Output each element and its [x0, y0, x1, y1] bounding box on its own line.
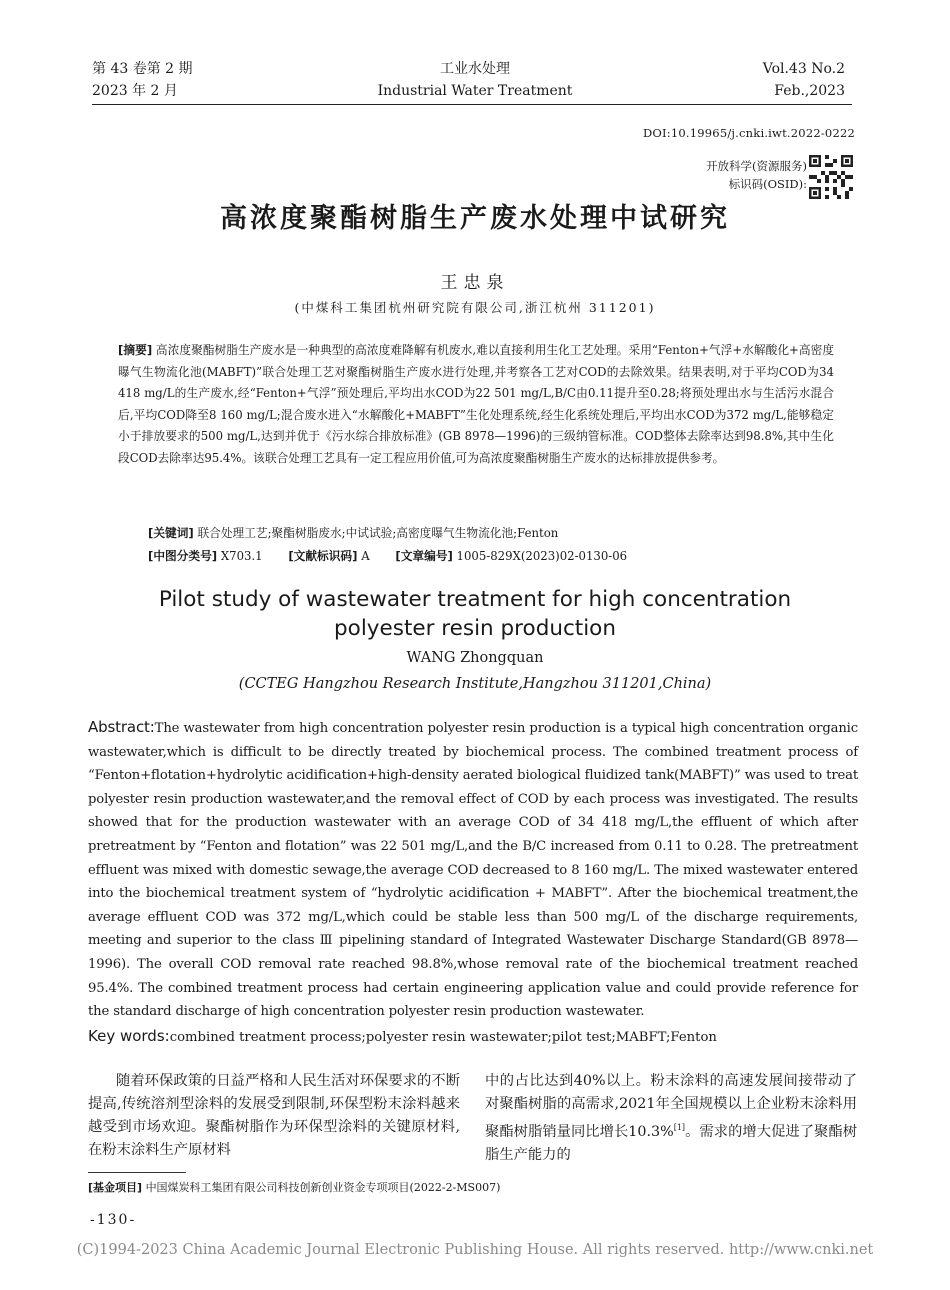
- clc-label: [中图分类号]: [148, 549, 218, 563]
- journal-name-cn: 工业水处理: [440, 61, 510, 77]
- header-vol: Vol.43 No.2: [762, 61, 845, 77]
- citation-ref[interactable]: [1]: [673, 1123, 686, 1132]
- copyright-notice: (C)1994-2023 China Academic Journal Electronic Publishing House. All rights reserved. http://www.cnki.net: [76, 1242, 874, 1258]
- osid-label: [706, 157, 807, 193]
- qr-code-icon[interactable]: [809, 155, 853, 199]
- abstract-en-label: Abstract:: [88, 718, 155, 736]
- classification-row: [148, 546, 627, 566]
- abstract-cn-text: 高浓度聚酯树脂生产废水是一种典型的高浓度难降解有机废水,难以直接利用生化工艺处理。采用“Fenton+气浮+水解酸化+高密度曝气生物流化池(MABFT)”联合处理工艺对聚酯树脂生产废水进行处理,并考察各工艺对COD的去除效果。结果表明,对于平均COD为34 418 mg/L的生产废水,经“Fenton+气浮”预处理后,平均出水COD为22 501 mg/L,B/C由0.11提升至0.28;将预处理出水与生活污水混合后,平均COD降至8 160 mg/L;混合废水进入“水解酸化+MABFT”生化处理系统,经生化系统处理后,平均出水COD为372 mg/L,能够稳定小于排放要求的500 mg/L,达到并优于《污水综合排放标准》(GB 8978—1996)的三级纳管标准。COD整体去除率达到98.8%,其中生化段COD去除率达95.4%。该联合处理工艺具有一定工程应用价值,可为高浓度聚酯树脂生产废水的达标排放提供参考。: [118, 343, 835, 465]
- body-right-text: 中的占比达到40%以上。粉末涂料的高速发展间接带动了对聚酯树脂的高需求,2021年全国规模以上企业粉末涂料用聚酯树脂销量同比增长10.3%: [485, 1073, 857, 1140]
- affiliation-en: (CCTEG Hangzhou Research Institute,Hangzhou 311201,China): [238, 676, 712, 692]
- article-no-value: 1005-829X(2023)02-0130-06: [456, 549, 628, 563]
- page-number: -130-: [90, 1212, 137, 1228]
- footnote-funding: [88, 1179, 500, 1195]
- abstract-cn: [118, 340, 834, 469]
- author-cn: 王忠泉: [440, 273, 510, 293]
- title-en-line1: Pilot study of wastewater treatment for high concentration: [158, 587, 792, 612]
- article-title-en: [0, 585, 950, 643]
- doc-code-value: A: [361, 549, 370, 563]
- header-date-cn: 2023 年 2 月: [92, 83, 178, 99]
- header-rule: [92, 104, 852, 105]
- osid-line1: 开放科学(资源服务): [706, 159, 807, 173]
- footnote-label: [基金项目]: [88, 1181, 143, 1194]
- osid-line2: 标识码(OSID):: [728, 177, 807, 191]
- affiliation-cn: (中煤科工集团杭州研究院有限公司,浙江杭州 311201): [294, 300, 656, 315]
- journal-name-en: Industrial Water Treatment: [377, 83, 573, 99]
- keywords-cn-text: 联合处理工艺;聚酯树脂废水;中试试验;高密度曝气生物流化池;Fenton: [197, 526, 559, 540]
- abstract-en: [88, 716, 858, 1024]
- keywords-en-label: Key words:: [88, 1027, 170, 1045]
- article-title-cn: 高浓度聚酯树脂生产废水处理中试研究: [220, 203, 730, 234]
- article-no-label: [文章编号]: [395, 549, 453, 563]
- keywords-en: [88, 1027, 858, 1045]
- abstract-en-text: The wastewater from high concentration polyester resin production is a typical high concentration organic wastewater,which is difficult to be directly treated by biochemical process. The combined treatment process of “Fenton+flotation+hydrolytic acidification+high-density aerated biological fluidized tank(MABFT)” was used to treat polyester resin production wastewater,and the removal effect of COD by each process was investigated. The results showed that for the production wastewater with an average COD of 34 418 mg/L,the effluent of which after pretreatment by “Fenton and flotation” was 22 501 mg/L,and the B/C increased from 0.11 to 0.28. The pretreatment effluent was mixed with domestic sewage,the average COD decreased to 8 160 mg/L. The mixed wastewater entered into the biochemical treatment system of “hydrolytic acidification + MABFT”. After the biochemical treatment,the average effluent COD was 372 mg/L,which could be stable less than 500 mg/L of the discharge requirements, meeting and superior to the class Ⅲ pipelining standard of Integrated Wastewater Discharge Standard(GB 8978—1996). The overall COD removal rate reached 98.8%,whose removal rate of the biochemical treatment reached 95.4%. The combined treatment process had certain engineering application value and could provide reference for the standard discharge of high concentration polyester resin production wastewater.: [88, 721, 858, 1020]
- keywords-cn: [148, 523, 558, 543]
- body-column-right: [485, 1070, 857, 1167]
- author-en: WANG Zhongquan: [406, 650, 544, 666]
- keywords-cn-label: [关键词]: [148, 526, 194, 540]
- keywords-en-text: combined treatment process;polyester resin wastewater;pilot test;MABFT;Fenton: [169, 1030, 717, 1045]
- header-date-en: Feb.,2023: [774, 83, 845, 99]
- footnote-text: 中国煤炭科工集团有限公司科技创新创业资金专项项目(2022-2-MS007): [145, 1181, 501, 1194]
- doc-code-label: [文献标识码]: [288, 549, 358, 563]
- header-vol-no: [763, 58, 845, 102]
- header-volume: 第 43 卷第 2 期: [92, 61, 193, 77]
- clc-value: X703.1: [220, 549, 263, 563]
- abstract-cn-label: [摘要]: [118, 343, 153, 357]
- body-column-left: 随着环保政策的日益严格和人民生活对环保要求的不断提高,传统溶剂型涂料的发展受到限制,环保型粉末涂料越来越受到市场欢迎。聚酯树脂作为环保型涂料的关键原材料,在粉末涂料生产原材料: [88, 1073, 460, 1158]
- footnote-rule: [88, 1172, 186, 1173]
- doi[interactable]: DOI:10.19965/j.cnki.iwt.2022-0222: [643, 126, 855, 140]
- body-right-text-end: 。需求的增大促进了聚酯树脂生产能力的: [485, 1123, 858, 1163]
- title-en-line2: polyester resin production: [334, 616, 616, 641]
